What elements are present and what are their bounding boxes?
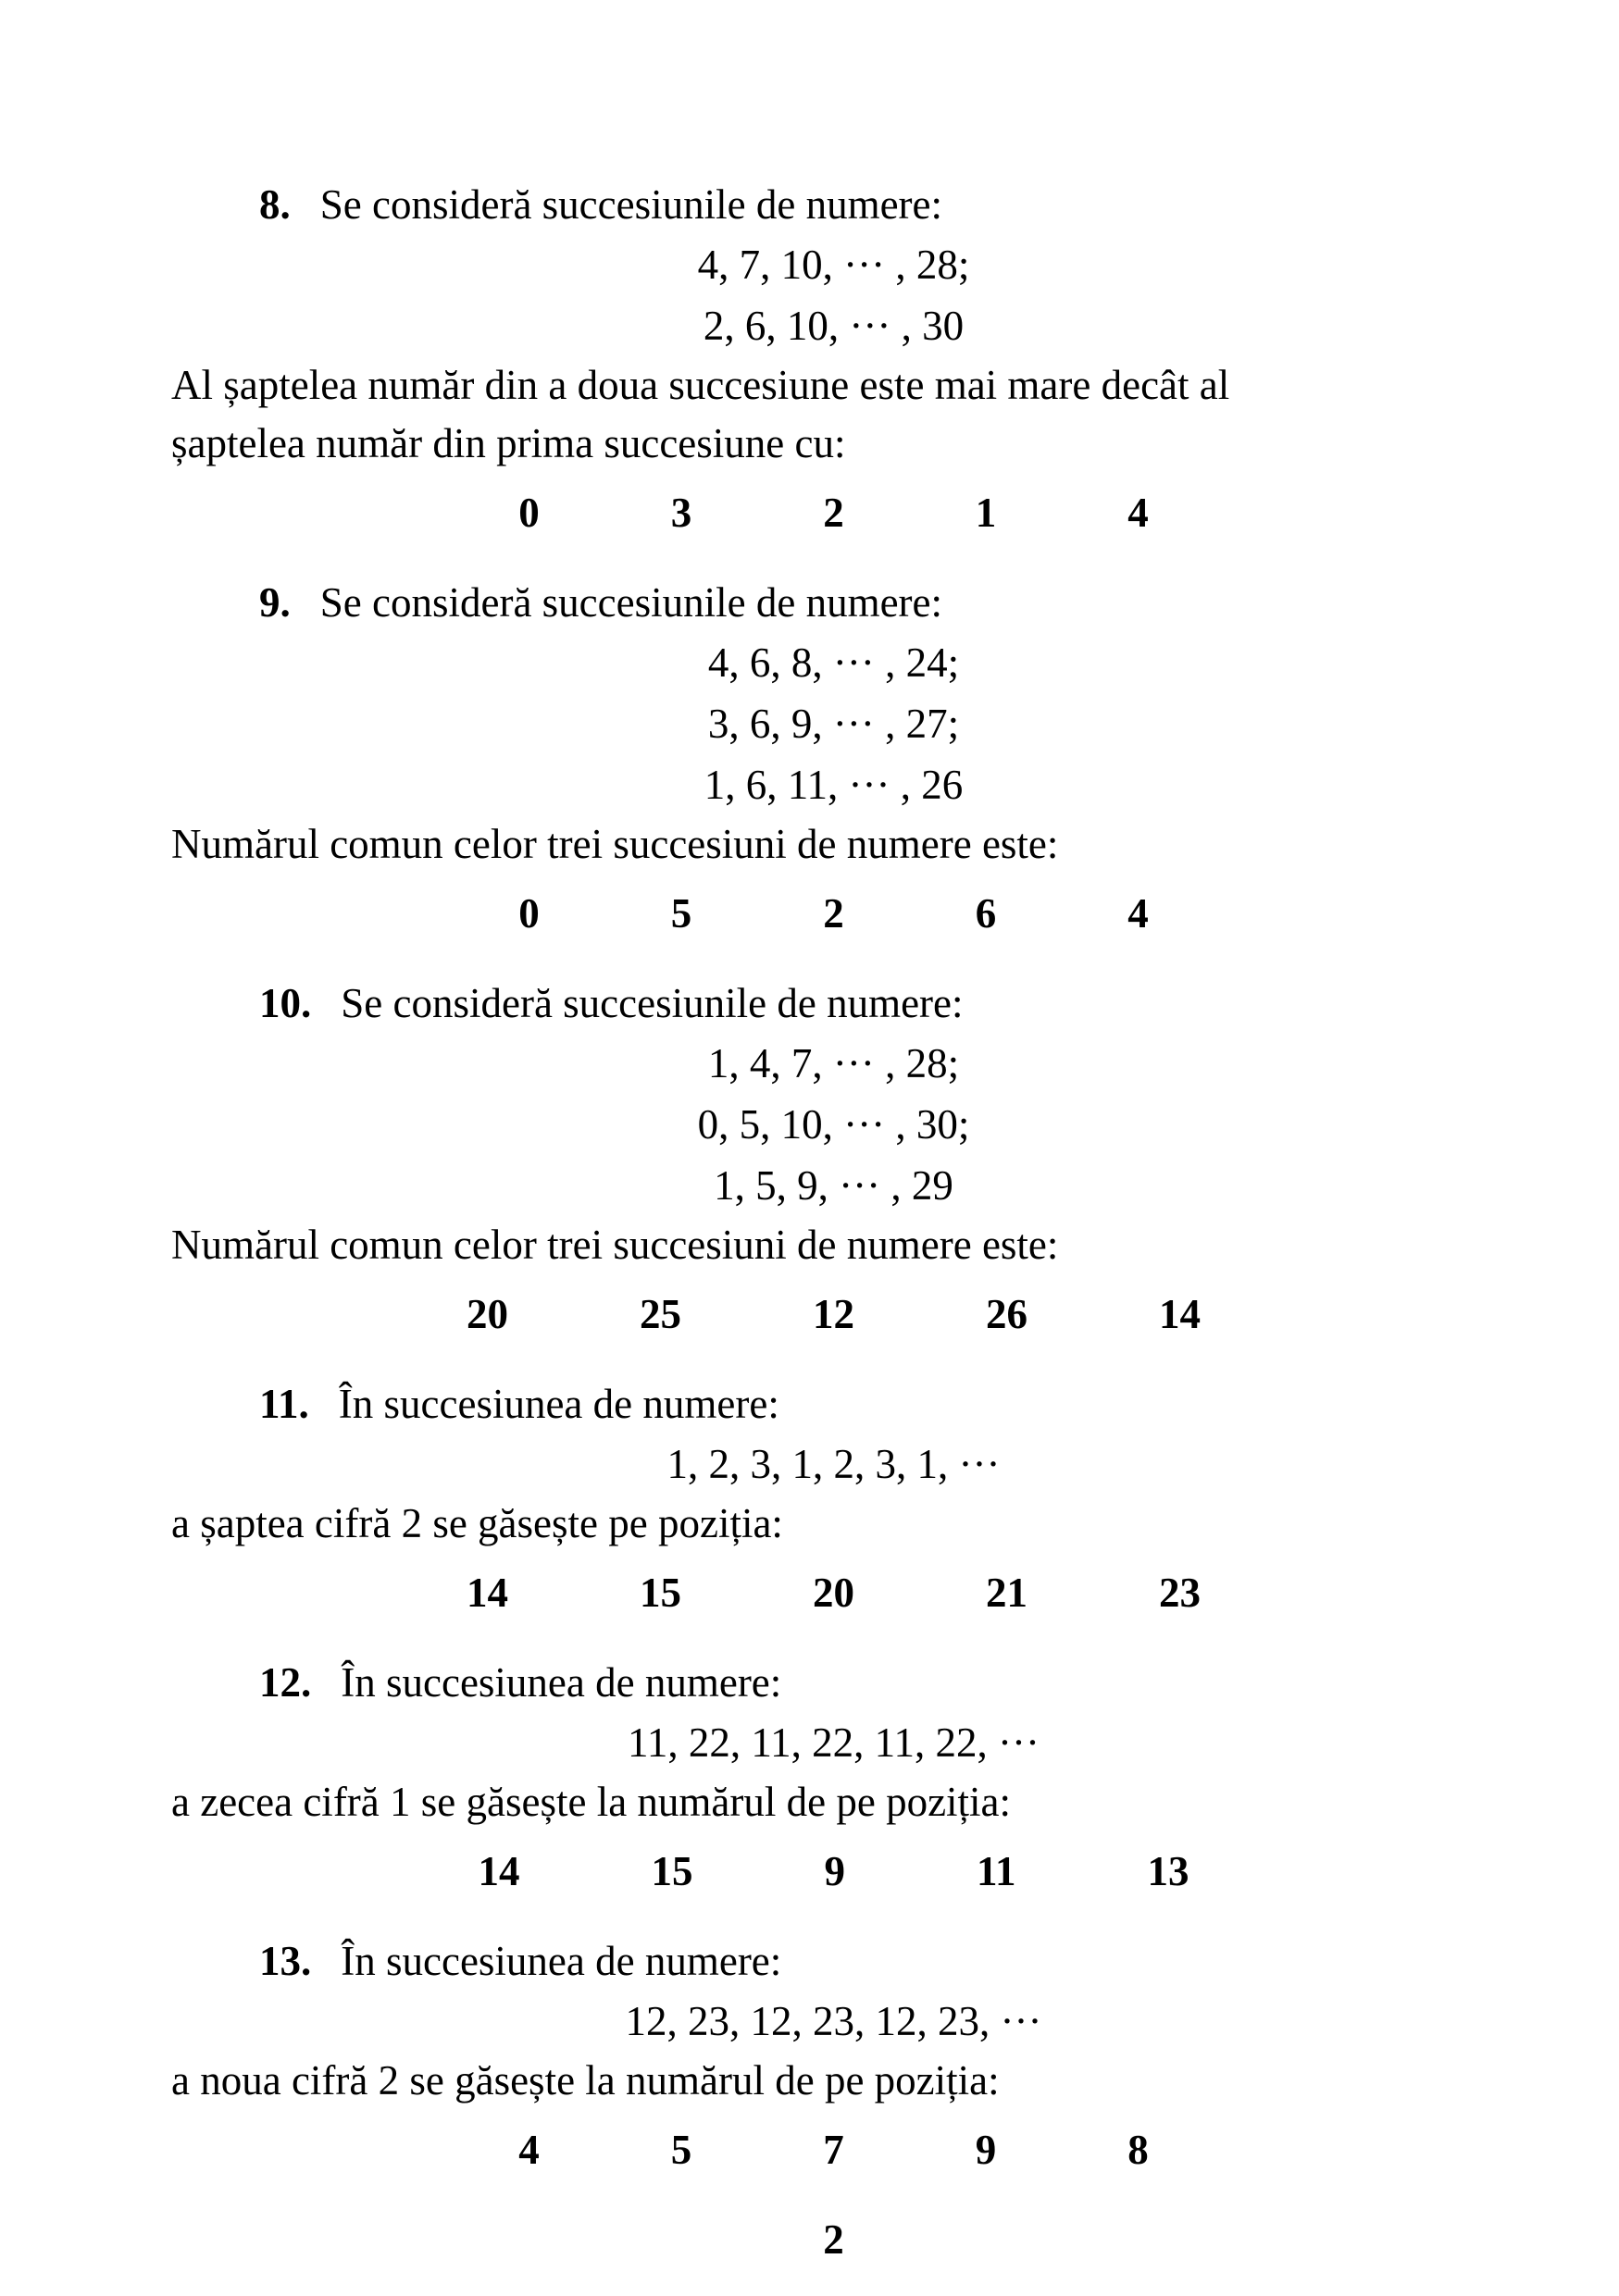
answer-option: 15 [640,1570,681,1616]
problem-intro: În succesiunea de numere: [338,1381,779,1427]
problem-heading [171,1932,1448,1991]
answer-options-row [195,2121,1472,2179]
sequence-line: 2, 6, 10, ··· , 30 [703,303,965,349]
sequence-line: 1, 5, 9, ··· , 29 [714,1162,953,1209]
answer-option: 14 [467,1570,508,1616]
sequence-line: 12, 23, 12, 23, 12, 23, ··· [625,1998,1042,2044]
answer-option: 12 [813,1291,854,1337]
problem-intro: Se consideră succesiunile de numere: [319,579,943,626]
question-text: a șaptea cifră 2 se găsește pe poziția: [171,1500,783,1546]
answer-option: 2 [823,490,844,536]
answer-option: 0 [518,890,540,937]
problem-intro: Se consideră succesiunile de numere: [319,181,943,228]
answer-options-row [195,885,1472,943]
problem-number: 11. [259,1381,309,1427]
answer-option: 0 [518,490,540,536]
question-text: șaptelea număr din prima succesiune cu: [171,420,846,466]
question-text: Numărul comun celor trei succesiuni de numere este: [171,821,1059,867]
question-text: a zecea cifră 1 se găsește la numărul de pe poziția: [171,1779,1012,1825]
problem-9 [171,574,1448,943]
sequence-line: 4, 7, 10, ··· , 28; [697,242,970,288]
question-text: a noua cifră 2 se găsește la numărul de pe poziția: [171,2057,1000,2104]
problem-heading [171,1375,1448,1433]
problem-8 [171,176,1448,542]
answer-option: 14 [1159,1291,1201,1337]
answer-option: 9 [824,1848,845,1894]
problem-number: 9. [259,579,291,626]
problem-13 [171,1932,1448,2179]
problem-number: 10. [259,980,312,1026]
question-text: Al șaptelea număr din a doua succesiune este mai mare decât al [171,362,1230,408]
answer-option: 3 [670,490,692,536]
answer-option: 1 [975,490,997,536]
answer-option: 9 [975,2127,997,2173]
answer-option: 5 [670,890,692,937]
answer-option: 20 [467,1291,508,1337]
answer-option: 2 [823,890,844,937]
sequence-line: 11, 22, 11, 22, 11, 22, ··· [628,1719,1040,1766]
answer-options-row [195,1843,1472,1901]
sequence-line: 3, 6, 9, ··· , 27; [707,701,960,747]
sequence-line: 1, 4, 7, ··· , 28; [707,1040,960,1086]
sequence-line: 1, 6, 11, ··· , 26 [704,762,964,808]
answer-option: 11 [976,1848,1016,1894]
answer-option: 5 [670,2127,692,2173]
sequence-line: 4, 6, 8, ··· , 24; [707,639,960,686]
problem-10 [171,974,1448,1344]
answer-option: 13 [1147,1848,1189,1894]
answer-option: 23 [1159,1570,1201,1616]
problem-12 [171,1654,1448,1901]
problem-heading [171,1654,1448,1712]
answer-options-row [195,1564,1472,1622]
answer-option: 7 [823,2127,844,2173]
answer-option: 4 [518,2127,540,2173]
page-number: 2 [823,2216,844,2263]
sequence-line: 0, 5, 10, ··· , 30; [697,1101,970,1148]
problem-number: 8. [259,181,291,228]
answer-option: 4 [1127,490,1149,536]
answer-option: 21 [986,1570,1027,1616]
answer-option: 14 [478,1848,520,1894]
problem-intro: În succesiunea de numere: [341,1938,782,1984]
sequence-line: 1, 2, 3, 1, 2, 3, 1, ··· [666,1441,1001,1487]
problem-intro: Se consideră succesiunile de numere: [341,980,964,1026]
problem-number: 12. [259,1659,312,1706]
answer-option: 6 [975,890,997,937]
problem-heading [171,176,1448,234]
answer-option: 8 [1127,2127,1149,2173]
problem-number: 13. [259,1938,312,1984]
problem-heading [171,974,1448,1033]
answer-option: 15 [651,1848,693,1894]
answer-option: 26 [986,1291,1027,1337]
answer-option: 20 [813,1570,854,1616]
answer-option: 4 [1127,890,1149,937]
problem-heading [171,574,1448,632]
answer-options-row [195,1285,1472,1344]
answer-option: 25 [640,1291,681,1337]
question-text: Numărul comun celor trei succesiuni de numere este: [171,1222,1059,1268]
answer-options-row [195,484,1472,542]
problem-intro: În succesiunea de numere: [341,1659,782,1706]
problem-11 [171,1375,1448,1622]
